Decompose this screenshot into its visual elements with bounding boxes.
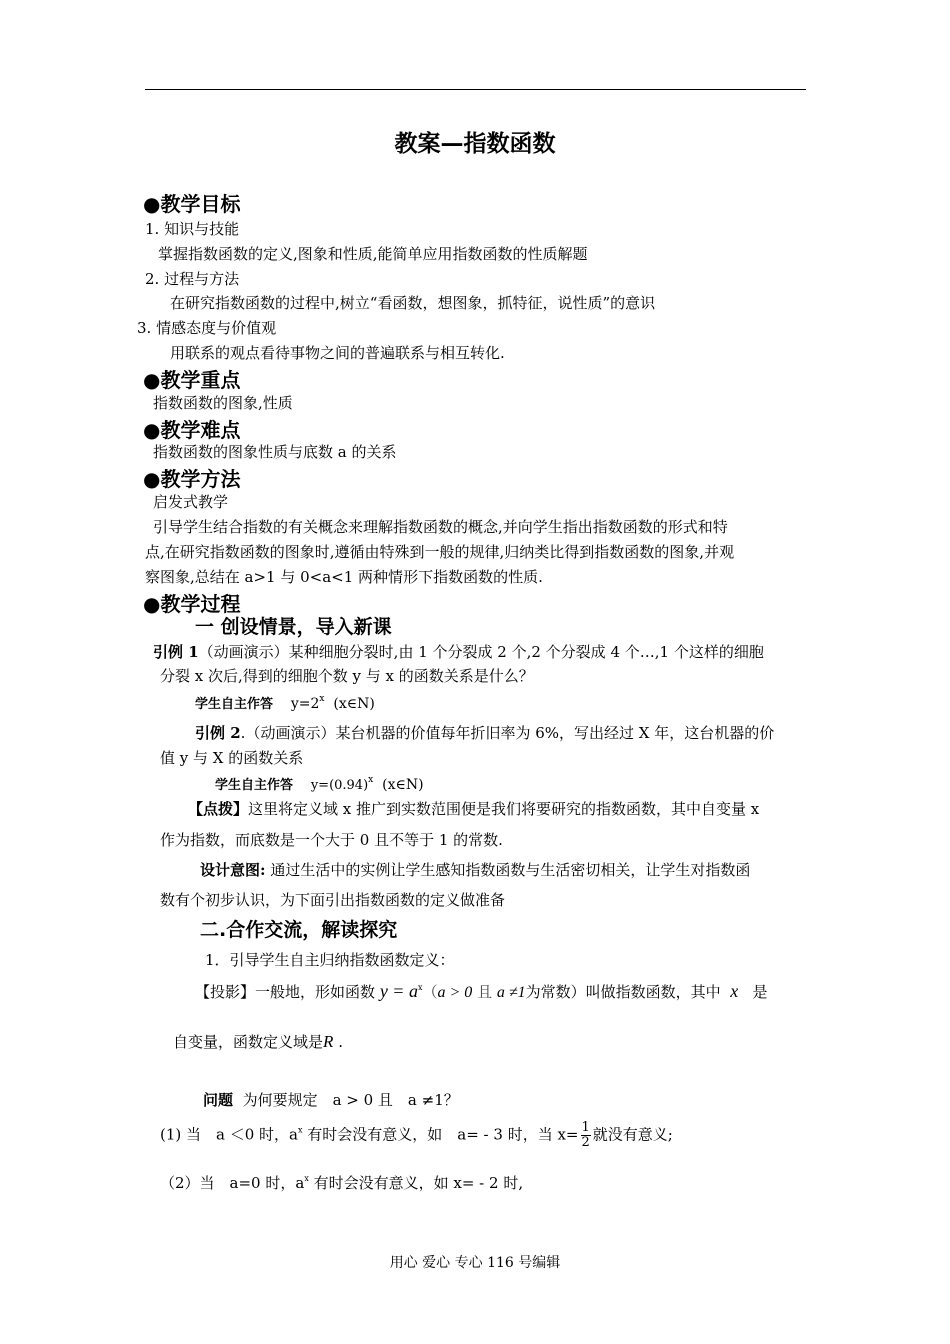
intent-text: 通过生活中的实例让学生感知指数函数与生活密切相关，让学生对指数函 (270, 861, 751, 879)
example-1-line-2: 分裂 x 次后,得到的细胞个数 y 与 x 的函数关系是什么？ (160, 667, 534, 685)
section-heading-difficult: ●教学难点 (143, 418, 241, 442)
case-2-pre: （2）当 a=0 时，a (160, 1174, 305, 1192)
tip-label: 【点拨】 (188, 800, 249, 818)
page-footer: 用心 爱心 专心 116 号编辑 (389, 1255, 561, 1271)
method-paragraph-line-1: 引导学生结合指数的有关概念来理解指数函数的概念,并向学生指出指数函数的形式和特 (153, 518, 728, 536)
section-heading-key: ●教学重点 (143, 368, 241, 392)
key-text: 指数函数的图象,性质 (153, 394, 293, 412)
intent-line-2: 数有个初步认识，为下面引出指数函数的定义做准备 (160, 891, 506, 909)
condition-tail: 为常数）叫做指数函数，其中 (525, 983, 721, 1001)
answer-2-label: 学生自主作答 (215, 778, 294, 793)
method-paragraph-line-3: 察图象,总结在 a>1 与 0<a<1 两种情形下指数函数的性质. (145, 568, 543, 586)
condition-open: （ (422, 983, 438, 1001)
fraction-denominator: 2 (581, 1135, 590, 1150)
answer-2 (215, 774, 424, 793)
answer-1 (195, 693, 375, 712)
answer-1-base: y=2 (290, 696, 320, 712)
answer-1-exponent: x (319, 694, 325, 704)
section-heading-method: ●教学方法 (143, 467, 241, 491)
method-line-1: 启发式教学 (153, 493, 229, 511)
case-2-end: 有时会没有意义，如 x= - 2 时, (313, 1174, 524, 1192)
answer-1-domain: (x∈N) (333, 696, 375, 712)
goal-1-title: 1. 知识与技能 (145, 220, 240, 238)
goal-3-text: 用联系的观点看待事物之间的普遍联系与相互转化. (170, 344, 505, 362)
goal-2-title: 2. 过程与方法 (145, 270, 240, 288)
example-1-line-1 (153, 641, 764, 662)
example-1-label: 引例 1 (153, 643, 199, 661)
domain-R: R (323, 1032, 334, 1051)
example-2-label: 引例 2 (195, 724, 241, 742)
formula-y-equals-a: y = a (379, 981, 418, 1001)
part-2-heading: 二.合作交流，解读探究 (200, 919, 398, 941)
header-rule (145, 89, 806, 90)
case-1-mid: 有时会没有意义，如 a= - 3 时，当 x= (307, 1125, 579, 1144)
fraction-one-half (581, 1121, 591, 1150)
domain-line (173, 1031, 343, 1052)
condition-a-gt-0: a > 0 (437, 984, 473, 1001)
intent-line-1 (200, 859, 750, 880)
case-1-line (160, 1121, 673, 1150)
example-2-line-1 (195, 722, 774, 743)
part-2-item-1: 1．引导学生自主归纳指数函数定义： (205, 951, 455, 969)
goal-1-text: 掌握指数函数的定义,图象和性质,能简单应用指数函数的性质解题 (158, 245, 588, 263)
projection-line (195, 981, 768, 1002)
fraction-numerator: 1 (581, 1120, 590, 1135)
case-1-end: 就没有意义; (592, 1125, 673, 1144)
question-label: 问题 (203, 1091, 234, 1109)
answer-2-exponent: x (368, 775, 374, 785)
answer-1-label: 学生自主作答 (195, 697, 274, 712)
question-line (203, 1089, 459, 1110)
example-1-text: （动画演示）某种细胞分裂时,由 1 个分裂成 2 个,2 个分裂成 4 个…,1 个这样的细胞 (198, 643, 764, 661)
case-2-line (160, 1172, 523, 1193)
answer-2-domain: (x∈N) (382, 777, 424, 793)
section-heading-goals: ●教学目标 (143, 192, 241, 216)
method-paragraph-line-2: 点,在研究指数函数的图象时,遵循由特殊到一般的规律,归纳类比得到指数函数的图象,并观 (145, 543, 735, 561)
projection-text: 一般地，形如函数 (255, 983, 376, 1001)
section-heading-process: ●教学过程 (143, 592, 241, 616)
question-text: 为何要规定 a > 0 且 a ≠1？ (242, 1091, 459, 1109)
example-2-text: .（动画演示）某台机器的价值每年折旧率为 6%，写出经过 X 年，这台机器的价 (240, 724, 775, 742)
answer-2-base: y=(0.94) (310, 778, 369, 793)
goal-3-title: 3. 情感态度与价值观 (137, 319, 277, 337)
projection-label: 【投影】 (195, 983, 256, 1001)
part-1-heading: 一 创设情景，导入新课 (195, 616, 392, 638)
condition-and: 且 (477, 983, 493, 1001)
condition-a-ne-1: a ≠1 (496, 984, 526, 1001)
tip-line-1 (188, 798, 759, 819)
is-word: 是 (752, 983, 768, 1001)
tip-line-2: 作为指数，而底数是一个大于 0 且不等于 1 的常数. (160, 831, 503, 849)
variable-x: x (730, 981, 739, 1001)
case-1-exponent: x (297, 1125, 303, 1135)
difficult-text: 指数函数的图象性质与底数 a 的关系 (153, 443, 397, 461)
intent-label: 设计意图: (200, 861, 266, 879)
goal-2-text: 在研究指数函数的过程中,树立“看函数，想图象，抓特征，说性质”的意识 (170, 294, 656, 312)
domain-text: 自变量，函数定义域是 (173, 1033, 324, 1051)
case-1-pre: (1) 当 a ＜0 时，a (160, 1125, 298, 1144)
formula-exponent: x (417, 983, 423, 992)
tip-text: 这里将定义域 x 推广到实数范围便是我们将要研究的指数函数，其中自变量 x (248, 800, 760, 818)
domain-end: . (338, 1033, 343, 1051)
page-title: 教案—指数函数 (394, 131, 556, 157)
case-2-exponent: x (304, 1174, 309, 1183)
example-2-line-2: 值 y 与 X 的函数关系 (160, 749, 304, 767)
